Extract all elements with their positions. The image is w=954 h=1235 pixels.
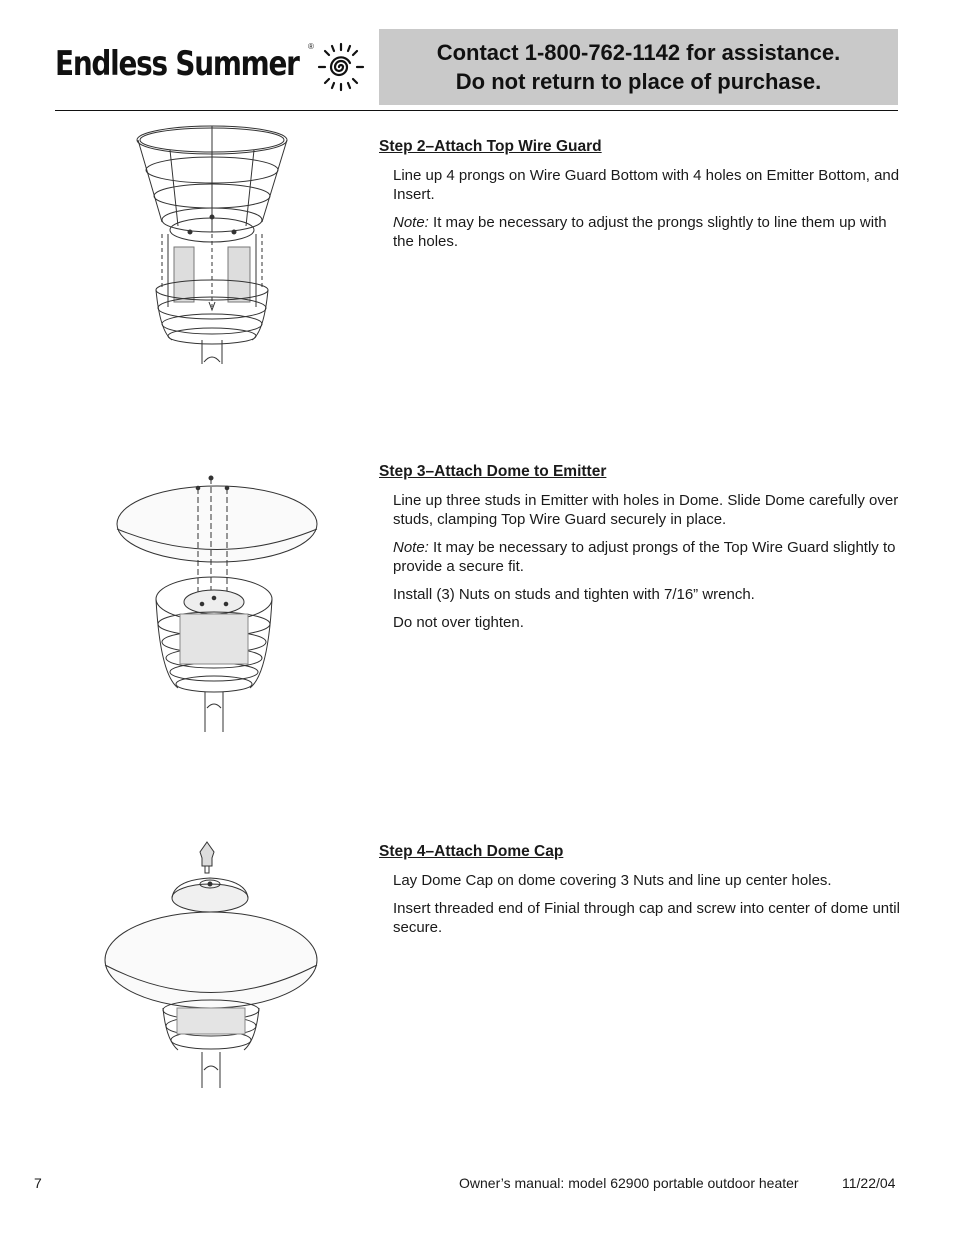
step-4-title: Step 4–Attach Dome Cap (379, 843, 564, 860)
step-3-note (393, 538, 909, 576)
page-number: 7 (34, 1175, 42, 1191)
contact-phone-line: Contact 1-800-762-1142 for assistance. (436, 40, 841, 65)
step-2-section (379, 137, 909, 260)
note-text: It may be necessary to adjust the prongs slightly to line them up with the holes. (393, 214, 887, 250)
registered-mark: ® (308, 42, 314, 51)
step-3-instruction: Line up three studs in Emitter with holes in Dome. Slide Dome carefully over studs, clamping Top Wire Guard securely in place. (393, 492, 899, 528)
step-3-section (379, 462, 909, 641)
step-3-nuts-instruction: Install (3) Nuts on studs and tighten with 7/16” wrench. (393, 586, 755, 603)
note-label: Note: (393, 539, 429, 556)
step-2-instruction: Line up 4 prongs on Wire Guard Bottom with 4 holes on Emitter Bottom, and Insert. (393, 167, 900, 203)
sun-spiral-icon (313, 42, 369, 92)
dome-to-emitter-figure (110, 474, 325, 734)
step-2-title: Step 2–Attach Top Wire Guard (379, 138, 602, 155)
dome-cap-figure (102, 840, 320, 1090)
brand-logo (55, 42, 370, 92)
document-date: 11/22/04 (842, 1175, 896, 1191)
header-divider (55, 110, 898, 111)
step-3-warning: Do not over tighten. (393, 614, 524, 631)
step-2-note (393, 213, 909, 251)
step-4-instruction: Lay Dome Cap on dome covering 3 Nuts and line up center holes. (393, 872, 832, 889)
assistance-banner (379, 29, 898, 105)
step-4-section (379, 842, 909, 946)
brand-name: Endless Summer (55, 44, 299, 84)
step-4-finial-instruction: Insert threaded end of Finial through cap and screw into center of dome until secure. (393, 900, 900, 936)
top-wire-guard-figure (130, 122, 295, 372)
return-notice-line: Do not return to place of purchase. (455, 69, 822, 94)
manual-title: Owner’s manual: model 62900 portable outdoor heater (459, 1175, 799, 1191)
note-label: Note: (393, 214, 429, 231)
note-text: It may be necessary to adjust prongs of the Top Wire Guard slightly to provide a secure fit. (393, 539, 896, 575)
step-3-title: Step 3–Attach Dome to Emitter (379, 463, 607, 480)
